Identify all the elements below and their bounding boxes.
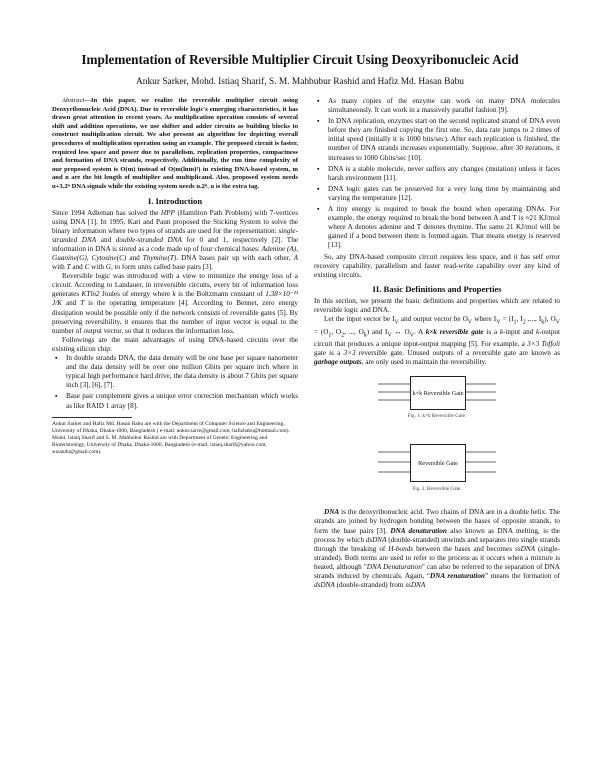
summary-paragraph: So, any DNA-based composite circuit requires less space, and it has self error recovery capability, parallelism and faster read-write capability over any kind of existing circuits.	[314, 252, 560, 279]
list-item: ▪ DNA is a stable molecule, never suffers any changes (mutation) unless it faces harsh environment [11].	[328, 165, 560, 183]
author-list: Ankur Sarker, Mohd. Istiaq Sharif, S. M. Mahbubur Rashid and Hafiz Md. Hasan Babu	[136, 77, 464, 87]
list-item: ▪ DNA logic gates can be preserved for a very long time by maintaining and varying the temperature [12].	[328, 185, 560, 203]
right-column	[314, 97, 560, 590]
left-column	[52, 97, 298, 456]
reversible-gate-figure	[314, 370, 560, 506]
abstract	[52, 97, 298, 192]
intro-paragraph-2: Reversible logic was introduced with a view to minimize the energy loss of a circuit. According to Landauer, in irreversible circuits, every bit of information loss generates KTln2 Joules of energy where k is the Boltzmann constant of 1.38×10⁻²³ J/K and T is the operating temperature [4]. According to Bennet, zero energy dissipation would be possible only if the network consists of reversible gates [5]. By preserving reversibility, it ensures that the number of input vector is equal to the number of output vector, so that it reduces the information loss.	[52, 272, 298, 335]
intro-paragraph-1: Since 1994 Adleman has solved the HPP (Hamilton Path Problem) with 7-vertices using DNA [1]. In 1995, Kari and Paun proposed the Sticking System to solve the binary information where two types of strands are used for the representation: single-stranded DNA and double-stranded DNA for 0 and 1, respectively [2]. The information in DNA is stored as a code made up of four chemical bases: Adenine (A), Guanine(G), Cytosine(C) and Thymine(T). DNA bases pair up with each other, A with T and C with G, to form units called base pairs [3].	[52, 208, 299, 272]
list-item: ▪ Base pair complement gives a unique error correction mechanism which works as like RAID 1 array [8].	[66, 392, 298, 410]
reversible-gate-box-2: Reversible Gate	[410, 444, 466, 482]
abstract-label: Abstract	[62, 97, 85, 104]
section-heading-introduction: I. Introduction	[147, 195, 203, 206]
figure-1-caption: Fig. 1. k×k Reversible Gate.	[407, 413, 467, 420]
intro-paragraph-3: Followings are the main advantages of using DNA-based circuits over the existing silicon chip:	[52, 335, 298, 353]
footnote-1: Ankur Sarker and Hafiz Md. Hasan Babu are with the Department of Computer Science and Engineering, University of Dhaka, Dhaka-1000, Bangladesh ( e-mail: ankur.sarre@gmail.com, hafizbabu@hotmail.com).	[52, 420, 290, 434]
list-item: ▪ As many copies of the enzyme can work on many DNA molecules simultaneously. It can work in a massively parallel fashion [9].	[328, 97, 560, 115]
abstract-text: —In this paper, we realize the reversible multiplier circuit using Deoxyribonucleic Acid (DNA). Due to reversible logic's emerging characteristics, it has drawn great attention in recent years. As multiplication operation consists of several shift and addition operations, we use shifter and adder circuits as building blocks to construct multiplication circuit. We also present an algorithm for depicting overall procedures of multiplication operation using an example. The proposed circuit is faster, required less space and power due to parallelism, replication properties, compactness and formation of DNA strands, respectively. Additionally, the run time complexity of our proposed system is O(m) instead of O(m(lnm)²) in existing DNA-based system, m and n are the bit length of multiplier and multiplicand. Also, proposed system needs u+3.2ⁿ DNA signals while the existing system needs u.2ⁿ, u is the extra tag.	[52, 97, 298, 190]
list-item: ▪ A tiny energy is required to break the bound when operating DNAs. For example, the energy required to break the bond between A and T is ≈21 KJ/mol where A denotes adenine and T denotes thymine. The same 21 KJ/mol will be gained if a bond between them is formed again. That means energy is reserved [13].	[328, 205, 560, 250]
figure-2-caption: Fig. 2. Reversible Gate.	[412, 486, 462, 493]
advantages-list-right	[314, 97, 560, 251]
list-item: ▪ In DNA replication, enzymes start on the second replicated strand of DNA even before they are finished copying the first one. So, data rate jumps to 2 times of initial speed (initially it is 1000 bits/sec). After each replication is finished, the number of DNA strands increases exponentially. Suppose, after 30 iterations, it increases to 1000 Gbits/sec [10].	[328, 117, 560, 162]
footnote-divider	[52, 417, 132, 418]
dna-paragraph: DNA is the deoxyribonucleic acid. Two chains of DNA are in a double helix. The strands are joined by hydrogen bonding between the bases of opposite strands, to form the base pairs [3]. DNA denaturation also known as DNA melting, is the process by which dsDNA (double-stranded) unwinds and separates into single strands through the breaking of H-bonds between the bases and becomes ssDNA (single-stranded). Both terms are used to refer to the process as it occurs when a mixture is heated, although "DNA Denaturation" can also be referred to the separation of DNA strands induced by chemicals. Again, “DNA renaturation” means the formation of dsDNA (double-stranded) from ssDNA	[314, 508, 561, 590]
footnote-2: Mohd. Istiaq Sharif and S. M .Mahbubur Rashid are with Department of Genetic Engineering and Biotechnology, University of Dhaka, Dhaka-1000, Bangladesh (e-mail: istiaq.sharif@yahoo.com, suzandu@gmail.com).	[52, 434, 268, 455]
advantages-list-left	[52, 354, 298, 411]
definitions-intro: In this section, we present the basic definitions and properties which are related to reversible logic and DNA.	[314, 296, 560, 314]
section-heading-definitions: II. Basic Definitions and Properties	[372, 283, 502, 294]
reversible-gate-box-1: k×k Reversible Gate	[410, 376, 466, 410]
paper-title: Implementation of Reversible Multiplier Circuit Using Deoxyribonucleic Acid	[81, 52, 519, 67]
list-item: ▪ In double strands DNA, the data density will be one base per square nanometer and the data density will be over one million Gbits per square inch where in typical high performance hard drive, the data density is about 7 Gbits per square inch [3], [6], [7].	[66, 354, 298, 390]
definitions-paragraph-2: Let the input vector be $I_V$ and output vector be $O_V$ where $I_V = (I_1$, $I_2$ ,..., $I_k$), $O_V = (O_1$, $O_2$, ..., $O_k$) and $I_V$ ↔ $O_V$. A k×k reversible gate is a k-input and k-output circuit that produces a unique input-output mapping [5]. For example, a 3×3 Toffoli gate is a 3×3 reversible gate. Unused outputs of a reversible gate are known as garbage outputs, are only used to maintain the reversibility.	[314, 314, 561, 367]
